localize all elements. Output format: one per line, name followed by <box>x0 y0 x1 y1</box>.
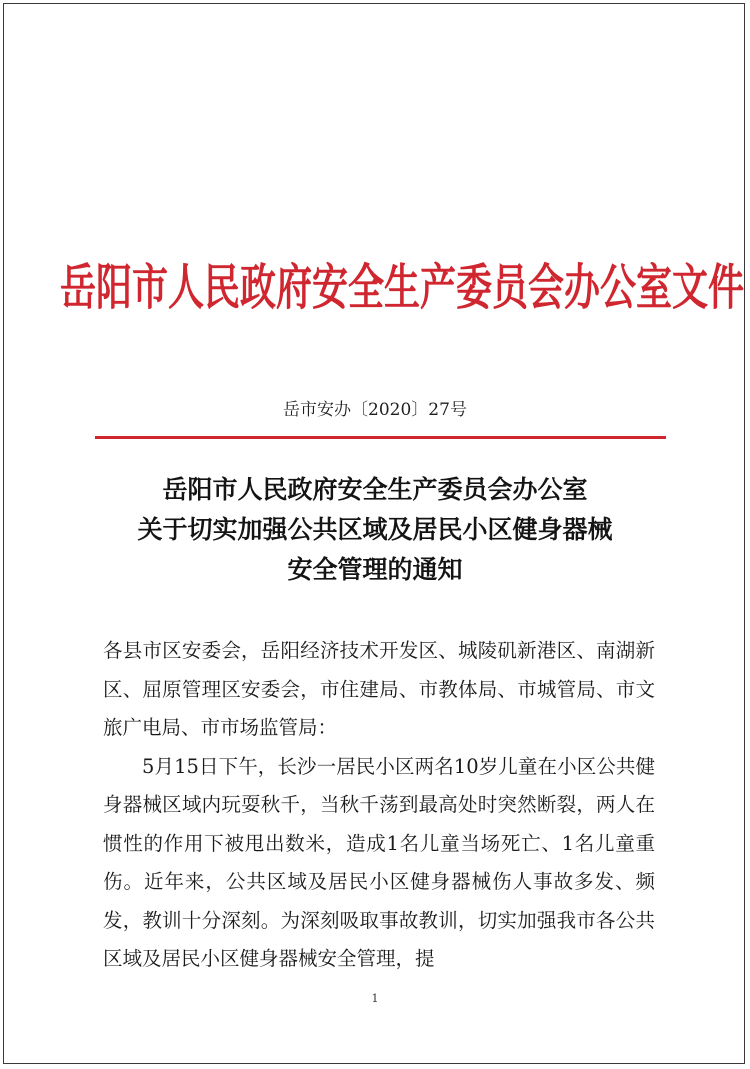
notice-title-line-2: 关于切实加强公共区域及居民小区健身器械 <box>137 515 613 544</box>
notice-title-line-1: 岳阳市人民政府安全生产委员会办公室 <box>162 475 588 504</box>
document-header-title: 岳阳市人民政府安全生产委员会办公室文件 <box>60 260 745 317</box>
page-number: 1 <box>371 992 379 1005</box>
notice-title-line-3: 安全管理的通知 <box>287 555 463 584</box>
body-paragraph: 5月15日下午，长沙一居民小区两名10岁儿童在小区公共健身器械区域内玩耍秋千，当秋千荡到最高处时突然断裂，两人在惯性的作用下被甩出数米，造成1名儿童当场死亡、1名儿童重伤。近年来，公共区域及居民小区健身器械伤人事故多发、频发，教训十分深刻。为深刻吸取事故教训，切实加强我市各公共区域及居民小区健身器械安全管理，提 <box>103 754 655 970</box>
notice-title <box>60 470 690 590</box>
red-divider-line <box>95 436 666 439</box>
document-number: 岳市安办〔2020〕27号 <box>283 400 467 420</box>
document-body <box>103 632 655 979</box>
addressee-paragraph: 各县市区安委会，岳阳经济技术开发区、城陵矶新港区、南湖新区、屈原管理区安委会，市住建局、市教体局、市城管局、市文旅广电局、市市场监管局： <box>103 639 655 739</box>
